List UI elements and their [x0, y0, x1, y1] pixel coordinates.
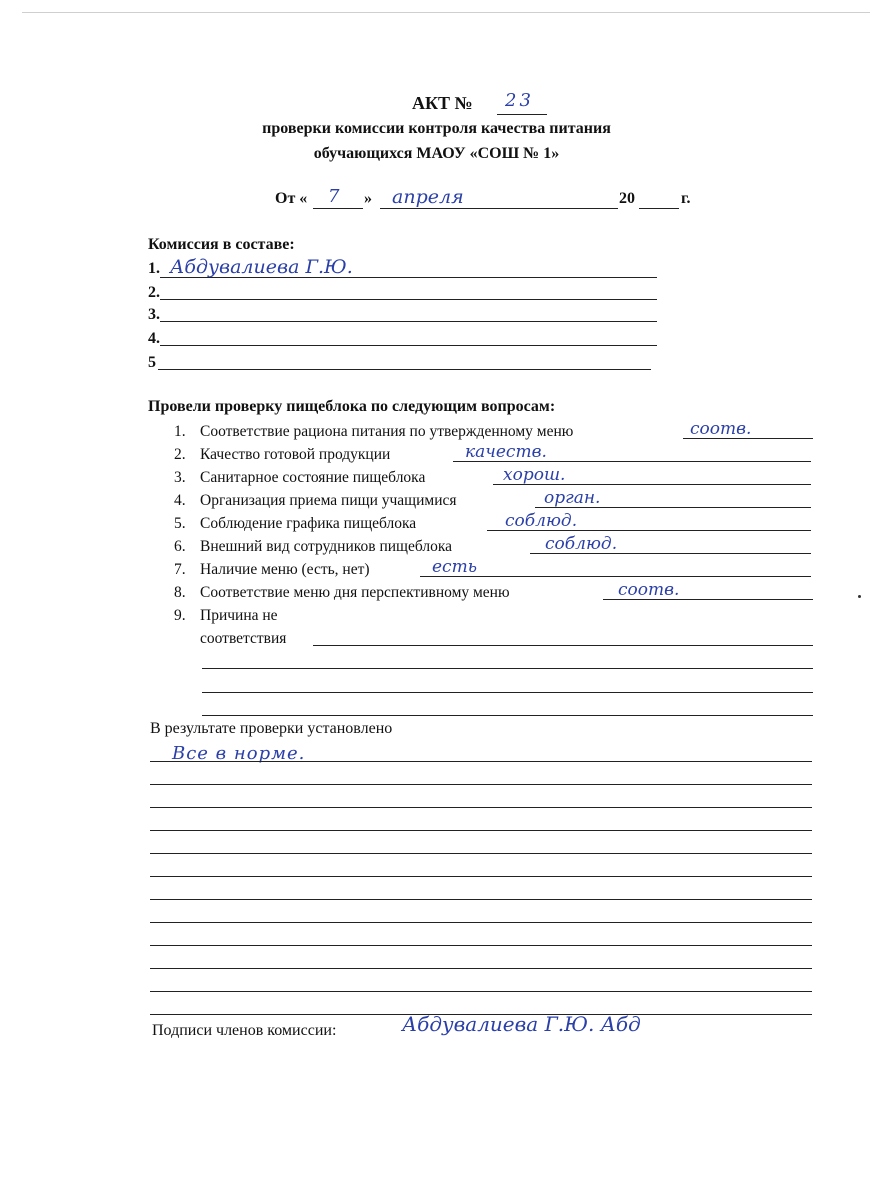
member-underline — [160, 299, 657, 300]
item-underline — [313, 645, 813, 646]
item-underline — [530, 553, 811, 554]
item-answer: качеств. — [465, 442, 547, 462]
item-underline — [420, 576, 811, 577]
act-title — [412, 93, 473, 114]
item-answer: соотв. — [618, 580, 680, 600]
item-number: 4. — [174, 492, 186, 509]
scan-edge-line — [22, 12, 870, 13]
result-line — [150, 784, 812, 785]
inspection-item — [174, 515, 416, 533]
date-year-underline — [639, 208, 679, 209]
item-answer: орган. — [544, 488, 601, 508]
result-text: Все в норме. — [172, 743, 306, 764]
result-line — [150, 968, 812, 969]
blank-line — [202, 715, 813, 716]
inspection-item — [174, 423, 573, 441]
item-number: 9. — [174, 607, 186, 624]
item-number: 3. — [174, 469, 186, 486]
date-mid: » — [364, 190, 372, 207]
item-label: Организация приема пищи учащимися — [200, 492, 457, 509]
item-answer: соотв. — [690, 419, 752, 439]
item-number: 8. — [174, 584, 186, 601]
inspection-item — [174, 584, 510, 602]
item-answer: хорош. — [503, 465, 566, 485]
result-line — [150, 899, 812, 900]
member-num: 2. — [148, 284, 160, 301]
result-line — [150, 945, 812, 946]
blank-line — [202, 668, 813, 669]
result-line — [150, 876, 812, 877]
date-year-prefix: 20 — [619, 190, 635, 207]
item-answer: соблюд. — [505, 511, 578, 531]
item-number: 7. — [174, 561, 186, 578]
signatures-value: Абдувалиева Г.Ю. Абд — [402, 1012, 641, 1036]
item-underline — [683, 438, 813, 439]
result-line — [150, 853, 812, 854]
blank-line — [202, 692, 813, 693]
item-underline — [453, 461, 811, 462]
item-answer: есть — [432, 557, 477, 577]
date-day-underline — [313, 208, 363, 209]
member-underline — [160, 345, 657, 346]
item-underline — [487, 530, 811, 531]
inspection-item — [174, 607, 278, 625]
member-underline — [160, 277, 657, 278]
date-year-suffix: г. — [681, 190, 691, 207]
item-label: Причина не — [200, 607, 278, 624]
date-month-underline — [380, 208, 618, 209]
inspection-item — [174, 538, 452, 556]
item-label: Соответствие рациона питания по утвержденному меню — [200, 423, 574, 440]
item-number: 1. — [174, 423, 186, 440]
date-day: 7 — [328, 186, 340, 207]
item-underline — [603, 599, 813, 600]
date-prefix: От « — [275, 190, 308, 207]
member-underline — [158, 369, 651, 370]
inspection-item — [174, 492, 457, 510]
item-answer: соблюд. — [545, 534, 618, 554]
item-underline — [493, 484, 811, 485]
scan-speck — [858, 595, 861, 598]
item-number: 6. — [174, 538, 186, 555]
member-num: 4. — [148, 330, 160, 347]
result-line — [150, 991, 812, 992]
inspection-title: Провели проверку пищеблока по следующим вопросам: — [148, 398, 556, 415]
member-num: 1. — [148, 260, 160, 277]
item-label-continued: соответствия — [200, 630, 287, 647]
member-num: 3. — [148, 306, 160, 323]
act-label: АКТ № — [412, 93, 473, 113]
item-label: Соответствие меню дня перспективному меню — [200, 584, 510, 601]
inspection-item — [174, 446, 390, 464]
header-line-2: обучающихся МАОУ «СОШ № 1» — [313, 145, 560, 162]
member-name: Абдувалиева Г.Ю. — [170, 256, 353, 278]
inspection-item — [174, 469, 425, 487]
item-label: Внешний вид сотрудников пищеблока — [200, 538, 453, 555]
item-label: Наличие меню (есть, нет) — [200, 561, 370, 578]
item-label: Качество готовой продукции — [200, 446, 391, 463]
act-number: 23 — [505, 90, 534, 111]
result-line — [150, 761, 812, 762]
result-line — [150, 922, 812, 923]
commission-title: Комиссия в составе: — [148, 236, 295, 253]
signatures-label: Подписи членов комиссии: — [152, 1022, 337, 1039]
item-underline — [535, 507, 811, 508]
item-label: Соблюдение графика пищеблока — [200, 515, 417, 532]
member-underline — [160, 321, 657, 322]
inspection-item — [174, 561, 370, 579]
header-line-1: проверки комиссии контроля качества питания — [262, 120, 611, 137]
item-label: Санитарное состояние пищеблока — [200, 469, 426, 486]
date-month: апреля — [392, 186, 464, 208]
act-number-underline — [497, 114, 547, 115]
result-line — [150, 807, 812, 808]
member-num: 5 — [148, 354, 156, 371]
item-number: 2. — [174, 446, 186, 463]
item-number: 5. — [174, 515, 186, 532]
result-line — [150, 830, 812, 831]
result-title: В результате проверки установлено — [150, 720, 393, 737]
